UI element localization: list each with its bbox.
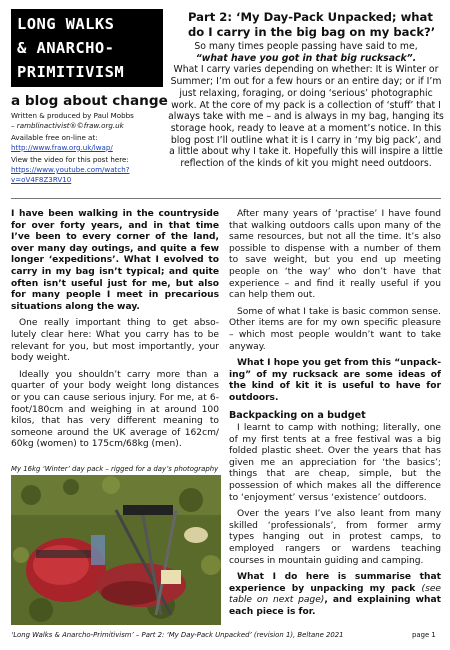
video-label: View the video for this post here:	[11, 155, 129, 165]
closing-text-a: What I do here is summarise that experience by unpacking my pack	[229, 572, 441, 594]
post-title: Part 2: ‘My Day-Pack Unpacked; what do I carry in the big bag on my back?’	[188, 10, 436, 39]
intro-block	[168, 41, 444, 170]
intro-line1: So many times people passing have said to me,	[194, 41, 418, 52]
masthead-line-1: LONG WALKS	[17, 15, 115, 33]
closing-text-b: , and explaining what each piece is for.	[229, 595, 441, 617]
table-reference: (see table on next page)	[229, 583, 442, 606]
body-paragraph: I learnt to camp with nothing; literally, one of my first tents at a free festival was a big folded plastic sheet. Over the years that has given me an appreciation for ‘the basics’; things that are cheap, simple, but the possession of which makes all the difference to ‘enjoyment’ versus ‘existence’ outdoors.	[229, 423, 441, 503]
intro-quote: “what have you got in that big rucksack”.	[195, 52, 417, 64]
day-pack-photo	[11, 475, 221, 625]
left-column	[11, 209, 219, 456]
closing-paragraph	[229, 572, 441, 618]
section-divider	[11, 198, 441, 199]
intro-body: What I carry varies depending on whether: It is Winter or Summer; I’m out for a few hours or an entire day; or if I’m just relaxing, foraging, or doing ‘serious’ photographic work. At the core of my pack is a collection of ‘stuff’ that I always take with me – and is always in my bag, hanging its storage hook, ready to leave at a moment’s notice. In this blog post I’ll outline what it is I carry in ‘my big pack’, and a little about why I take it. Hopefully this will inspire a little reflection of the kinds of kit you might need outdoors.	[168, 64, 444, 170]
video-link-part2[interactable]: v=oV4F8Z3RV10	[11, 174, 72, 184]
right-column	[229, 209, 441, 624]
blog-tagline: a blog about change	[11, 93, 168, 109]
page-number: page 1	[412, 631, 436, 639]
body-paragraph: After many years of ‘practise’ I have found that walking outdoors calls upon many of the same resources, but not all the time. It’s also possible to dispense with a number of them to save weight, but you end up meeting people on ‘the way’ who don’t have that experience – and find it really useful if you can help them out.	[229, 209, 441, 301]
availability-label: Available free on-line at:	[11, 133, 98, 143]
video-link-part1[interactable]: https://www.youtube.com/watch?	[11, 164, 130, 174]
lead-paragraph: I have been walking in the countryside for over forty years, and in that time I’ve been to every corner of the land, over many day outings, and quite a few longer ‘expeditions’. What I evolved to carry in my bag isn’t typical; and quite often isn’t useful just for me, but also for many people I meet in precarious situations along the way.	[11, 209, 219, 312]
section-heading: Backpacking on a budget	[229, 409, 366, 421]
blog-masthead	[11, 9, 163, 87]
site-link[interactable]: http://www.fraw.org.uk/lwap/	[11, 142, 113, 152]
photo-caption: My 16kg ‘Winter’ day pack – rigged for a day’s photography	[11, 465, 219, 473]
footer-citation: ‘Long Walks & Anarcho-Primitivism’ – Part 2: ‘My Day-Pack Unpacked’ (revision 1), Beltane 2021	[11, 631, 344, 639]
credits-block	[11, 111, 161, 184]
body-paragraph: One really important thing to get absolutely clear here: What you carry has to be relevant for you, but most importantly, your body weight.	[11, 318, 219, 364]
body-paragraph: Ideally you shouldn’t carry more than a quarter of your body weight long distances or you can cause serious injury. For me, at 6-foot/180cm and weighing in at around 100 kilos, that has very different meaning to someone around the UK average of 162cm/ 60kg (women) to 175cm/68kg (men).	[11, 369, 219, 450]
author-email: – ramblinactivist®©fraw.org.uk	[11, 120, 124, 130]
author-credit: Written & produced by Paul Mobbs	[11, 111, 134, 120]
masthead-line-3: PRIMITIVISM	[17, 63, 125, 81]
body-paragraph: Some of what I take is basic common sense. Other items are for my own specific pleasure – which most people wouldn’t want to take anyway.	[229, 306, 441, 352]
masthead-line-2: & ANARCHO-	[17, 39, 115, 57]
highlight-paragraph: What I hope you get from this “unpacking” of my rucksack are some ideas of the kind of kit it is useful to have for outdoors.	[229, 358, 441, 403]
body-paragraph: Over the years I’ve also leant from many skilled ‘professionals’, from former army types hanging out in protest camps, to employed rangers or wardens teaching courses in mountain guiding and camping.	[229, 509, 441, 566]
